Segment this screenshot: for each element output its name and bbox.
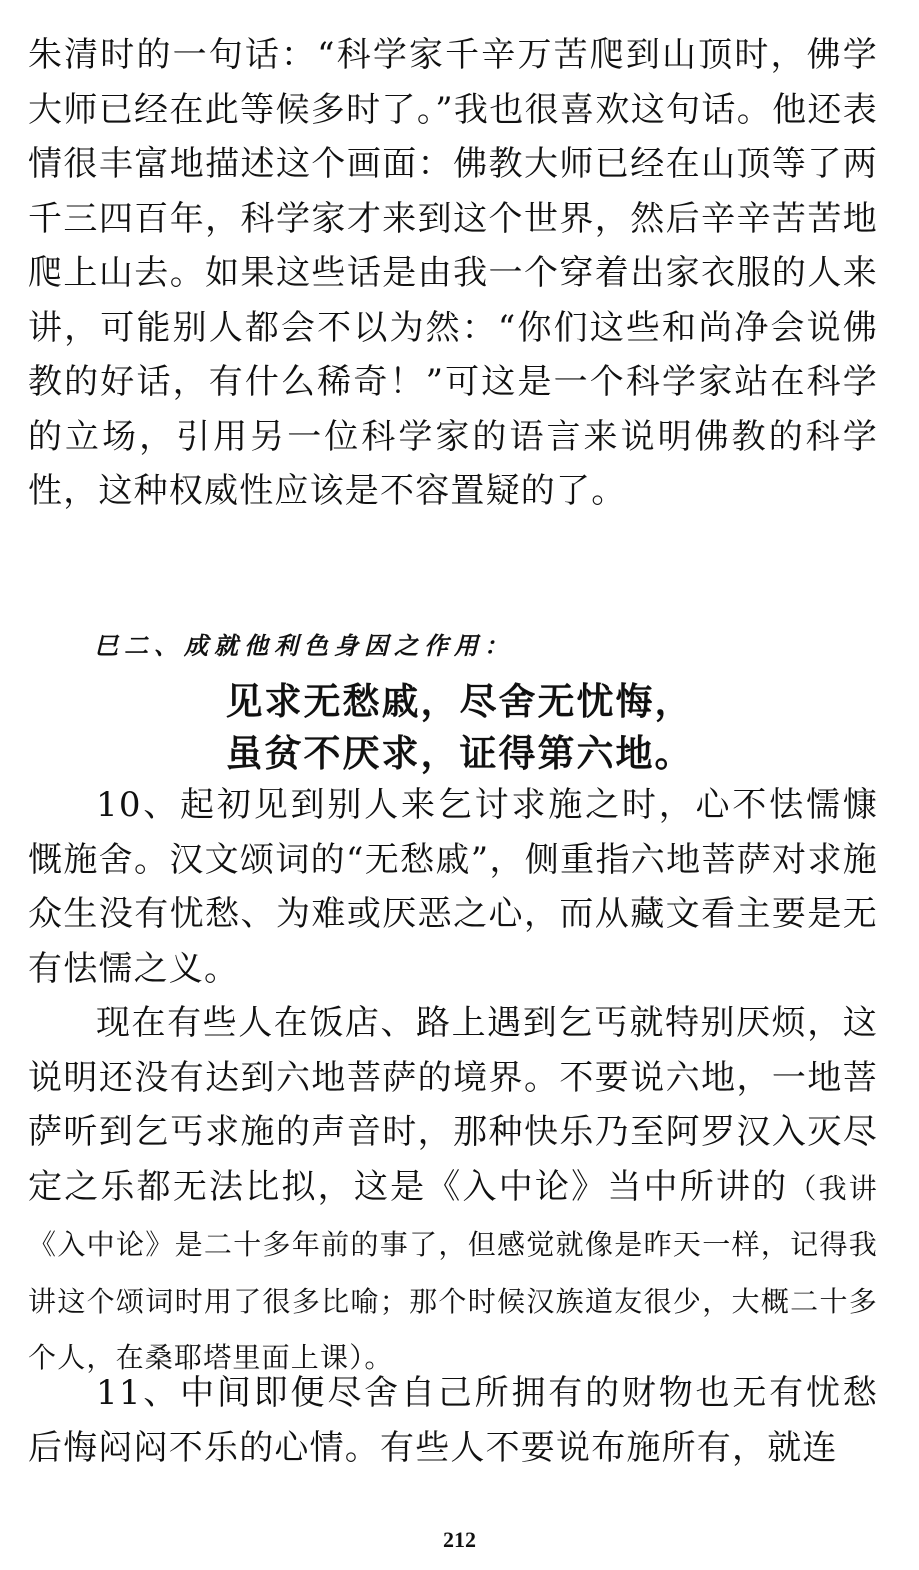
verse-line-2: 虽贫不厌求，证得第六地。 [225,731,694,775]
body-paragraph-3-main: 现在有些人在饭店、路上遇到乞丐就特别厌烦，这说明还没有达到六地菩萨的境界。不要说六地，一地菩萨听到乞丐求施的声音时，那种快乐乃至阿罗汉入灭尽定之乐都无法比拟，这是《入中论》当中所讲的 [28,1003,878,1207]
page-number: 212 [443,1527,476,1552]
body-paragraph-2: 10、起初见到别人来乞讨求施之时，心不怯懦慷慨施舍。汉文颂词的“无愁戚”，侧重指六地菩萨对求施众生没有忧愁、为难或厌恶之心，而从藏文看主要是无有怯懦之义。 [28,785,878,989]
body-paragraph-4: 11、中间即便尽舍自己所拥有的财物也无有忧愁后悔闷闷不乐的心情。有些人不要说布施所有，就连 [28,1373,878,1468]
verse-line-1: 见求无愁戚，尽舍无忧悔， [225,679,694,723]
body-paragraph-1: 朱清时的一句话：“科学家千辛万苦爬到山顶时，佛学大师已经在此等候多时了。”我也很喜欢这句话。他还表情很丰富地描述这个画面：佛教大师已经在山顶等了两千三四百年，科学家才来到这个世界，然后辛辛苦苦地爬上山去。如果这些话是由我一个穿着出家衣服的人来讲，可能别人都会不以为然：“你们这些和尚净会说佛教的好话，有什么稀奇！”可这是一个科学家站在科学的立场，引用另一位科学家的语言来说明佛教的科学性，这种权威性应该是不容置疑的了。 [28,35,878,511]
section-heading: 巳二、成就他利色身因之作用： [94,632,514,660]
body-paragraph-3-note: （我讲《入中论》是二十多年前的事了，但感觉就像是昨天一样，记得我讲这个颂词时用了很多比喻；那个时候汉族道友很少，大概二十多个人，在桑耶塔里面上课）。 [28,1171,878,1374]
body-paragraph-3 [28,996,878,1386]
